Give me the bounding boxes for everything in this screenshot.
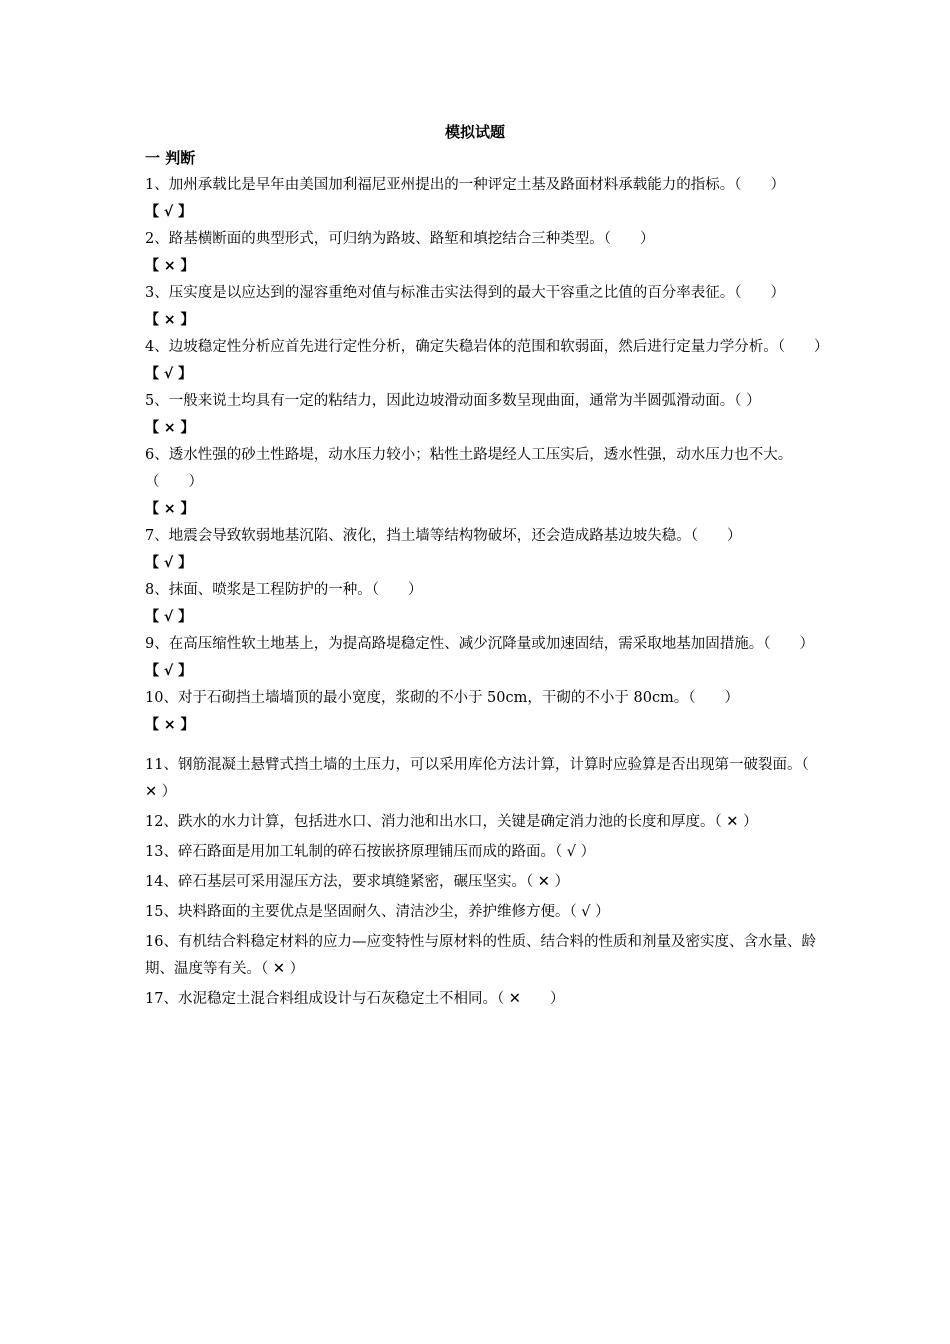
- section-heading: 一 判断: [145, 149, 196, 167]
- question-5: 5、一般来说土均具有一定的粘结力，因此边坡滑动面多数呈现曲面，通常为半圆弧滑动面。（ ）: [145, 393, 761, 409]
- question-12: 12、跌水的水力计算，包括进水口、消力池和出水口，关键是确定消力池的长度和厚度。（ ✕ ）: [145, 814, 758, 830]
- question-10: 10、对于石砌挡土墙墙顶的最小宽度，浆砌的不小于 50cm，干砌的不小于 80cm。（ ）: [145, 690, 740, 706]
- answer-3: 【 × 】: [145, 312, 195, 328]
- question-4: 4、边坡稳定性分析应首先进行定性分析，确定失稳岩体的范围和软弱面，然后进行定量力学分析。（ ）: [145, 339, 829, 355]
- answer-10: 【 × 】: [145, 717, 195, 733]
- question-7: 7、地震会导致软弱地基沉陷、液化，挡土墙等结构物破坏，还会造成路基边坡失稳。（ ）: [145, 528, 742, 544]
- question-8: 8、抹面、喷浆是工程防护的一种。（ ）: [145, 582, 423, 598]
- question-17: 17、水泥稳定土混合料组成设计与石灰稳定土不相同。（ ✕ ）: [145, 991, 565, 1007]
- answer-9: 【 √ 】: [145, 663, 193, 679]
- spacer: [145, 739, 825, 749]
- question-14: 14、碎石基层可采用湿压方法，要求填缝紧密，碾压坚实。（ ✕ ）: [145, 874, 570, 890]
- question-9: 9、在高压缩性软土地基上，为提高路堤稳定性、减少沉降量或加速固结，需采取地基加固措施。（ ）: [145, 636, 814, 652]
- question-6: 6、透水性强的砂土性路堤，动水压力较小；粘性土路堤经人工压实后，透水性强，动水压力也不大。（ ）: [145, 447, 793, 490]
- question-13: 13、碎石路面是用加工轧制的碎石按嵌挤原理铺压而成的路面。（ √ ）: [145, 844, 596, 860]
- question-3: 3、压实度是以应达到的湿容重绝对值与标准击实法得到的最大干容重之比值的百分率表征。（ ）: [145, 285, 785, 301]
- answer-1: 【 √ 】: [145, 204, 193, 220]
- answer-2: 【 × 】: [145, 258, 195, 274]
- answer-8: 【 √ 】: [145, 609, 193, 625]
- page-title: 模拟试题: [444, 123, 505, 141]
- question-2: 2、路基横断面的典型形式，可归纳为路坡、路堑和填挖结合三种类型。（ ）: [145, 231, 655, 247]
- question-15: 15、块料路面的主要优点是坚固耐久、清洁沙尘，养护维修方便。（ √ ）: [145, 904, 610, 920]
- question-11: 11、钢筋混凝土悬臂式挡土墙的土压力，可以采用库伦方法计算，计算时应验算是否出现第一破裂面。（ ✕ ）: [145, 757, 809, 800]
- answer-5: 【 × 】: [145, 420, 195, 436]
- question-1: 1、加州承载比是早年由美国加利福尼亚州提出的一种评定土基及路面材料承载能力的指标。（ ）: [145, 177, 785, 193]
- answer-4: 【 √ 】: [145, 366, 193, 382]
- question-16: 16、有机结合料稳定材料的应力—应变特性与原材料的性质、结合料的性质和剂量及密实度、含水量、龄期、温度等有关。（ ✕ ）: [145, 934, 816, 977]
- answer-6: 【 × 】: [145, 501, 195, 517]
- question-list: [145, 172, 829, 1013]
- answer-7: 【 √ 】: [145, 555, 193, 571]
